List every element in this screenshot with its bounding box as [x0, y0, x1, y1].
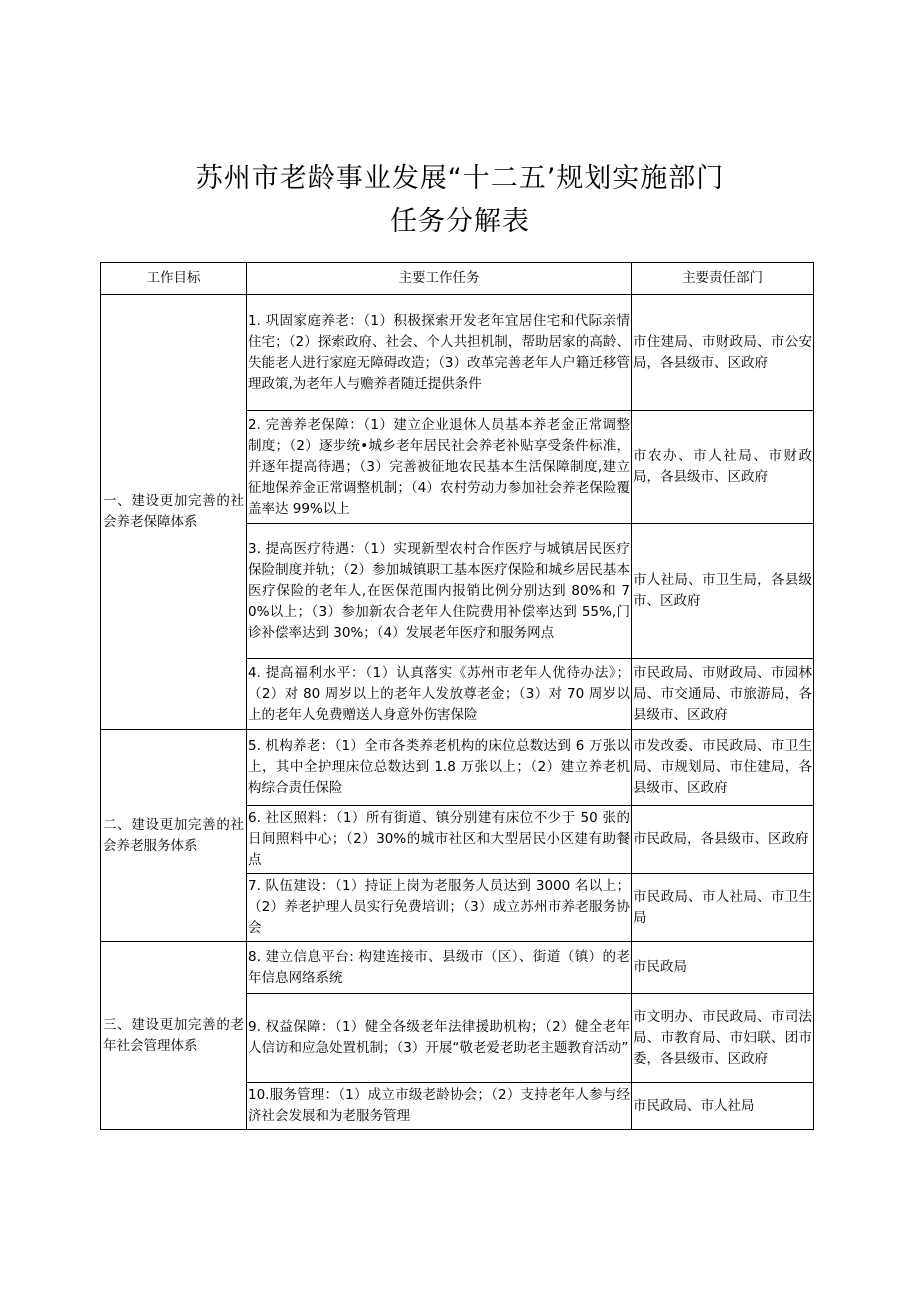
- dept-cell: 市住建局、市财政局、市公安局，各县级市、区政府: [632, 295, 814, 411]
- task-cell: 8. 建立信息平台: 构建连接市、县级市（区）、街道（镇）的老年信息网络系统: [247, 942, 632, 994]
- task-cell: 10.服务管理：（1）成立市级老龄协会；（2）支持老年人参与经济社会发展和为老服务管理: [247, 1083, 632, 1130]
- table-header-row: [101, 263, 814, 295]
- page-subtitle: 任务分解表: [390, 206, 530, 237]
- dept-cell: 市民政局、市人社局、市卫生局: [632, 874, 814, 942]
- goal-cell: 一、建设更加完善的社会养老保障体系: [101, 295, 247, 730]
- task-cell: 2. 完善养老保障：（1）建立企业退休人员基本养老金正常调整制度；（2）逐步统•城乡老年居民社会养老补贴享受条件标准，并逐年提高待遇；（3）完善被征地农民基本生活保障制度,建立征地保养金正常调整机制；（4）农村劳动力参加社会养老保险覆盖率达 99%以上: [247, 411, 632, 524]
- task-cell: 6. 社区照料：（1）所有街道、镇分别建有床位不少于 50 张的日间照料中心；（2）30%的城市社区和大型居民小区建有助餐点: [247, 806, 632, 874]
- dept-cell: 市发改委、市民政局、市卫生局、市规划局、市住建局，各县级市、区政府: [632, 730, 814, 806]
- task-cell: 3. 提高医疗待遇：（1）实现新型农村合作医疗与城镇居民医疗保险制度并轨；（2）参加城镇职工基本医疗保险和城乡居民基本医疗保险的老年人,在医保范围内报销比例分别达到 80%和 70%以上；（3）参加新农合老年人住院费用补偿率达到 55%,门诊补偿率达到 30%；（4）发展老年医疗和服务网点: [247, 524, 632, 659]
- table-row: [101, 730, 814, 806]
- task-cell: 5. 机构养老：（1）全市各类养老机构的床位总数达到 6 万张以上，其中全护理床位总数达到 1.8 万张以上；（2）建立养老机构综合责任保险: [247, 730, 632, 806]
- table-row: [101, 295, 814, 411]
- page-title: 苏州市老龄事业发展“十二五’规划实施部门: [195, 163, 725, 194]
- header-goal: 工作目标: [101, 263, 247, 295]
- dept-cell: 市人社局、市卫生局，各县级市、区政府: [632, 524, 814, 659]
- dept-cell: 市民政局、市财政局、市园林局、市交通局、市旅游局，各县级市、区政府: [632, 659, 814, 730]
- task-cell: 7. 队伍建设：（1）持证上岗为老服务人员达到 3000 名以上；（2）养老护理人员实行免费培训；（3）成立苏州市养老服务协会: [247, 874, 632, 942]
- task-cell: 1. 巩固家庭养老：（1）积极探索开发老年宜居住宅和代际亲情住宅；（2）探索政府、社会、个人共担机制，帮助居家的高龄、失能老人进行家庭无障碍改造；（3）改革完善老年人户籍迁移管理政策,为老年人与赡养者随迁提供条件: [247, 295, 632, 411]
- task-cell: 9. 权益保障：（1）健全各级老年法律援助机构；（2）健全老年人信访和应急处置机制；（3）开展“敬老爱老助老主题教育活动”: [247, 994, 632, 1083]
- goal-cell: 三、建设更加完善的老年社会管理体系: [101, 942, 247, 1130]
- dept-cell: 市民政局: [632, 942, 814, 994]
- dept-cell: 市农办、市人社局、市财政局，各县级市、区政府: [632, 411, 814, 524]
- dept-cell: 市民政局，各县级市、区政府: [632, 806, 814, 874]
- task-cell: 4. 提高福利水平：（1）认真落实《苏州市老年人优待办法》；（2）对 80 周岁以上的老年人发放尊老金；（3）对 70 周岁以上的老年人免费赠送人身意外伤害保险: [247, 659, 632, 730]
- header-dept: 主要责任部门: [632, 263, 814, 295]
- dept-cell: 市民政局、市人社局: [632, 1083, 814, 1130]
- dept-cell: 市文明办、市民政局、市司法局、市教育局、市妇联、团市委，各县级市、区政府: [632, 994, 814, 1083]
- goal-cell: 二、建设更加完善的社会养老服务体系: [101, 730, 247, 942]
- header-task: 主要工作任务: [247, 263, 632, 295]
- task-table: [100, 262, 814, 1130]
- table-row: [101, 942, 814, 994]
